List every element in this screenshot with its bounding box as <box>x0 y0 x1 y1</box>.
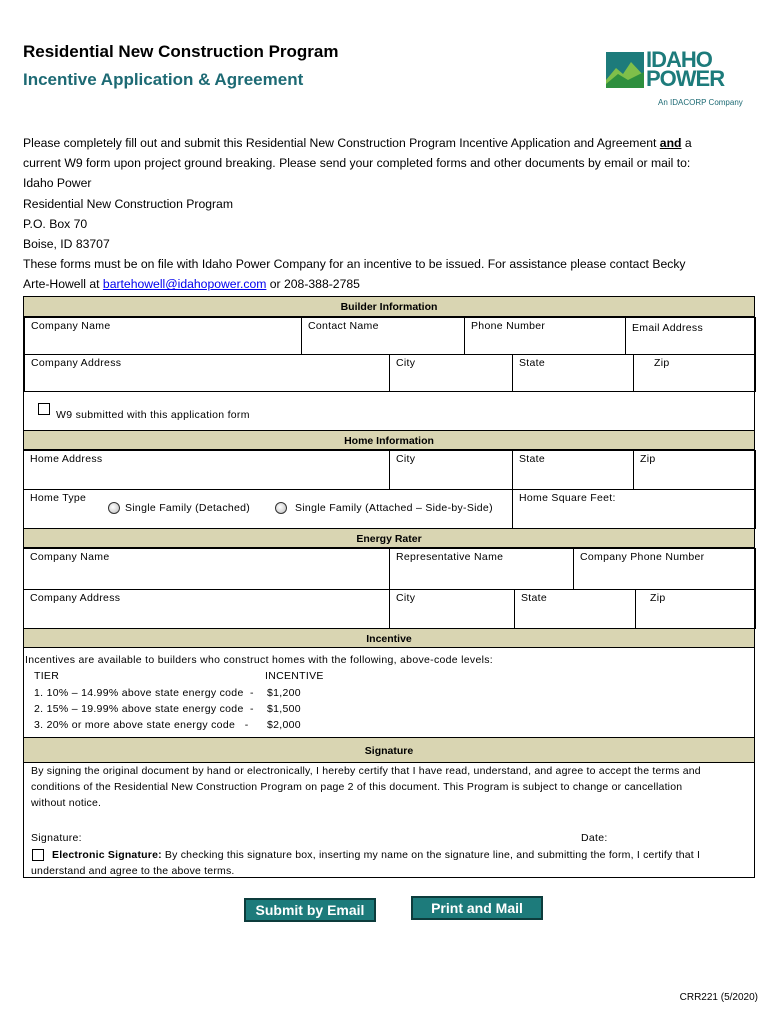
builder-city-field[interactable]: City <box>389 354 513 392</box>
home-type-detached-label: Single Family (Detached) <box>125 502 251 514</box>
incentive-tier-1: 1. 10% – 14.99% above state energy code - <box>34 687 254 699</box>
intro-text: Please completely fill out and submit this Residential New Construction Program Incentive Application and Agreement and a current W9 form upon project ground breaking. Please send your completed forms and other documents by email or mail to: Idaho Power Residential New Construction Program P.O. Box 70 Boise, ID 83707 These forms must be on file with Idaho Power Company for an incentive to be issued. For assistance please contact Becky Arte-Howell at bartehowell@idahopower.com or 208-388-2785 <box>23 136 692 292</box>
page-subtitle: Incentive Application & Agreement <box>23 70 304 89</box>
home-type-attached-label: Single Family (Attached – Side-by-Side) <box>295 502 493 514</box>
builder-address-field[interactable]: Company Address <box>24 354 390 392</box>
logo-tagline: An IDACORP Company <box>658 98 743 107</box>
application-form <box>23 296 755 878</box>
rater-address-field[interactable]: Company Address <box>24 589 390 629</box>
page-title: Residential New Construction Program <box>23 42 339 61</box>
home-zip-field[interactable]: Zip <box>633 450 756 490</box>
builder-email-field[interactable]: Email Address <box>625 317 756 355</box>
builder-zip-field[interactable]: Zip <box>633 354 756 392</box>
electronic-signature-text-2: understand and agree to the above terms. <box>31 865 235 877</box>
rater-company-name-field[interactable]: Company Name <box>24 548 390 590</box>
builder-contact-name-field[interactable]: Contact Name <box>301 317 465 355</box>
builder-company-name-field[interactable]: Company Name <box>24 317 302 355</box>
home-type-detached-radio[interactable] <box>108 502 120 514</box>
w9-label: W9 submitted with this application form <box>56 409 250 421</box>
contact-email-link[interactable]: bartehowell@idahopower.com <box>102 277 267 292</box>
date-label: Date: <box>581 832 608 844</box>
builder-phone-field[interactable]: Phone Number <box>464 317 626 355</box>
signature-label: Signature: <box>31 832 82 844</box>
incentive-col-tier: TIER <box>34 670 60 682</box>
print-and-mail-button[interactable]: Print and Mail <box>411 896 543 920</box>
electronic-signature-checkbox[interactable] <box>32 849 44 861</box>
section-header-signature: Signature <box>24 737 754 763</box>
rater-phone-field[interactable]: Company Phone Number <box>573 548 756 590</box>
home-city-field[interactable]: City <box>389 450 513 490</box>
section-header-home: Home Information <box>24 430 754 450</box>
section-header-energy-rater: Energy Rater <box>24 528 754 548</box>
builder-state-field[interactable]: State <box>512 354 634 392</box>
incentive-tier-2: 2. 15% – 19.99% above state energy code - <box>34 703 254 715</box>
home-address-field[interactable]: Home Address <box>24 450 390 490</box>
incentive-intro: Incentives are available to builders who construct homes with the following, above-code levels: <box>25 654 493 666</box>
signature-terms: By signing the original document by hand or electronically, I hereby certify that I have read, understand, and agree to accept the terms and conditions of the Residential New Construction Program on page 2 of this document. This Program is subject to change or cancellation without notice. <box>31 765 701 809</box>
home-state-field[interactable]: State <box>512 450 634 490</box>
section-header-builder: Builder Information <box>24 297 754 317</box>
rater-state-field[interactable]: State <box>514 589 636 629</box>
home-square-feet-field[interactable]: Home Square Feet: <box>512 489 756 529</box>
logo-text-idaho: IDAHO <box>646 47 712 72</box>
rater-zip-field[interactable]: Zip <box>635 589 756 629</box>
electronic-signature-text: Electronic Signature: By checking this signature box, inserting my name on the signature line, and submitting the form, I certify that I <box>52 849 701 861</box>
incentive-col-amount: INCENTIVE <box>265 670 324 682</box>
home-type-row: Home Type <box>24 489 513 529</box>
submit-by-email-button[interactable]: Submit by Email <box>244 898 376 922</box>
w9-checkbox[interactable] <box>38 403 50 415</box>
form-code: CRR221 (5/2020) <box>679 992 758 1003</box>
incentive-tier-3: 3. 20% or more above state energy code - <box>34 719 249 731</box>
idaho-power-logo <box>606 47 746 112</box>
logo-text-power: POWER <box>646 66 725 91</box>
home-type-attached-radio[interactable] <box>275 502 287 514</box>
rater-representative-field[interactable]: Representative Name <box>389 548 574 590</box>
incentive-amount-2: $1,500 <box>267 703 301 715</box>
rater-city-field[interactable]: City <box>389 589 515 629</box>
incentive-amount-3: $2,000 <box>267 719 301 731</box>
section-header-incentive: Incentive <box>24 628 754 648</box>
incentive-amount-1: $1,200 <box>267 687 301 699</box>
